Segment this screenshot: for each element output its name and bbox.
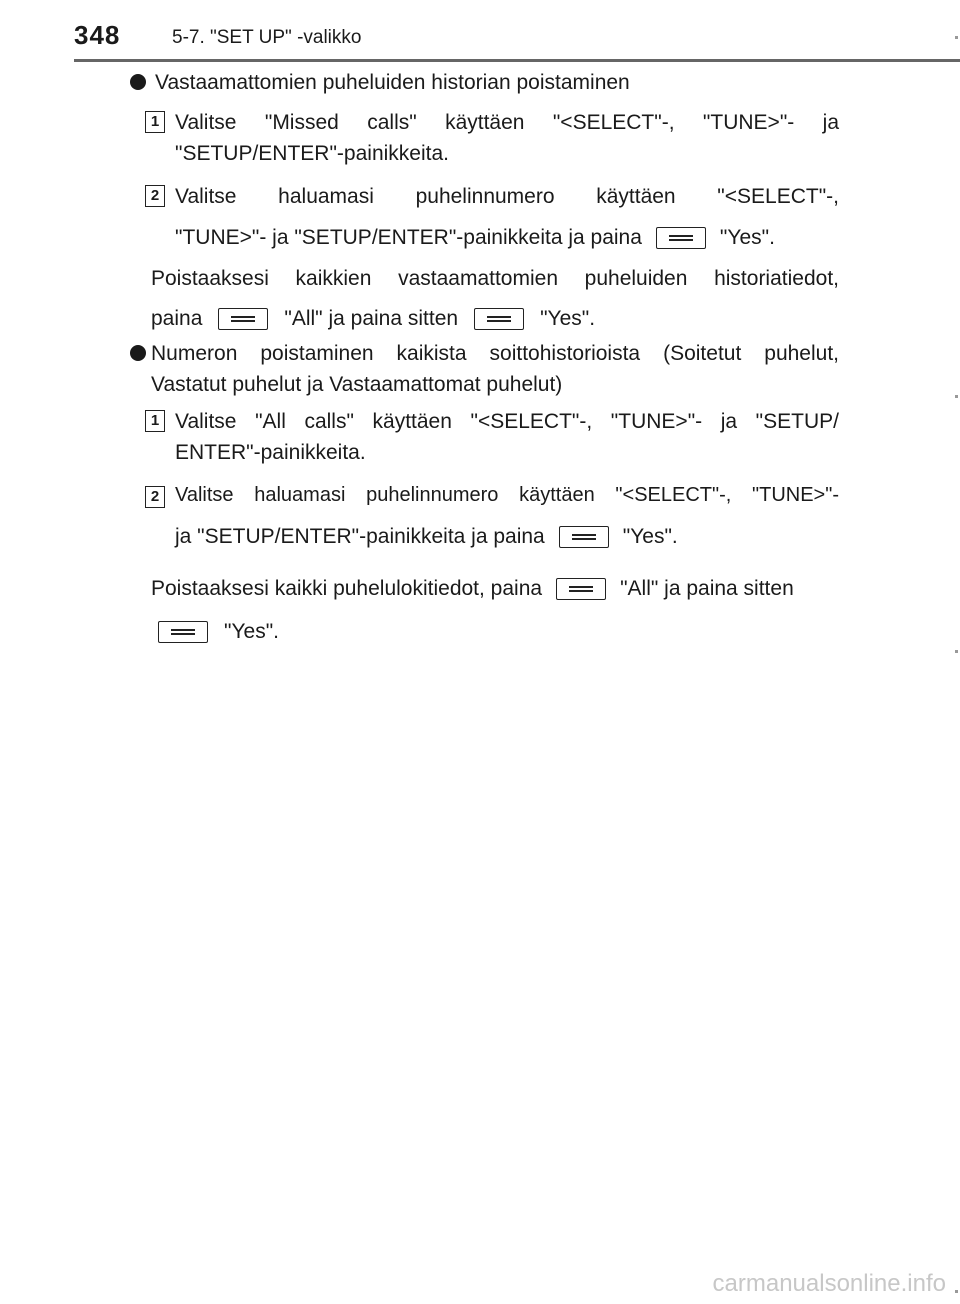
section2-note-text: Poistaaksesi kaikki puhelulokitiedot, paina (151, 577, 543, 600)
all-label: "All" ja paina sitten (620, 577, 794, 600)
section2-step2-line1: Valitse haluamasi puhelinnumero käyttäen "<SELECT"-, "TUNE>"- (175, 484, 839, 506)
section1-note-line2 (151, 303, 595, 334)
edge-mark (955, 36, 958, 39)
section2-step2-text: ja "SETUP/ENTER"-painikkeita ja paina (175, 525, 545, 548)
all-label: "All" ja paina sitten (284, 307, 459, 330)
edge-mark (955, 1290, 958, 1293)
header-rule (74, 59, 960, 62)
section1-step2-line1: Valitse haluamasi puhelinnumero käyttäen "<SELECT"-, (175, 185, 839, 208)
yes-label: "Yes". (224, 620, 280, 643)
bullet-icon (130, 74, 146, 90)
edge-mark (955, 395, 958, 398)
section2-note-line2 (158, 616, 279, 647)
step-number: 2 (145, 185, 165, 207)
section2-note-line1 (151, 573, 794, 604)
section2-step1-line2: ENTER"-painikkeita. (175, 441, 366, 464)
section2-step1-line1: Valitse "All calls" käyttäen "<SELECT"-, "TUNE>"- ja "SETUP/ (175, 410, 839, 433)
bullet-icon (130, 345, 146, 361)
softkey-icon (556, 578, 606, 600)
yes-label: "Yes". (719, 226, 775, 249)
section1-title: Vastaamattomien puheluiden historian poistaminen (155, 71, 630, 94)
section1-step1-line1: Valitse "Missed calls" käyttäen "<SELECT"-, "TUNE>"- ja (175, 111, 839, 134)
yes-label: "Yes". (622, 525, 678, 548)
step-number: 1 (145, 410, 165, 432)
step-number: 1 (145, 111, 165, 133)
paina-label: paina (151, 307, 203, 330)
section2-title-line1: Numeron poistaminen kaikista soittohistorioista (Soitetut puhelut, (151, 342, 839, 365)
softkey-icon (656, 227, 706, 249)
watermark: carmanualsonline.info (712, 1270, 946, 1297)
softkey-icon (559, 526, 609, 548)
softkey-icon (474, 308, 524, 330)
section2-step2-line2 (175, 521, 678, 552)
edge-mark (955, 650, 958, 653)
section1-step2-line2 (175, 222, 775, 253)
section2-title-line2: Vastatut puhelut ja Vastaamattomat puhelut) (151, 373, 563, 396)
softkey-icon (158, 621, 208, 643)
softkey-icon (218, 308, 268, 330)
section1-step2-text: "TUNE>"- ja "SETUP/ENTER"-painikkeita ja paina (175, 226, 642, 249)
page-number: 348 (74, 20, 121, 50)
step-number: 2 (145, 486, 165, 508)
yes-label: "Yes". (540, 307, 596, 330)
section-title: 5-7. "SET UP" -valikko (172, 27, 362, 48)
section1-step1-line2: "SETUP/ENTER"-painikkeita. (175, 142, 449, 165)
section1-note-line1: Poistaaksesi kaikkien vastaamattomien puheluiden historiatiedot, (151, 267, 839, 290)
